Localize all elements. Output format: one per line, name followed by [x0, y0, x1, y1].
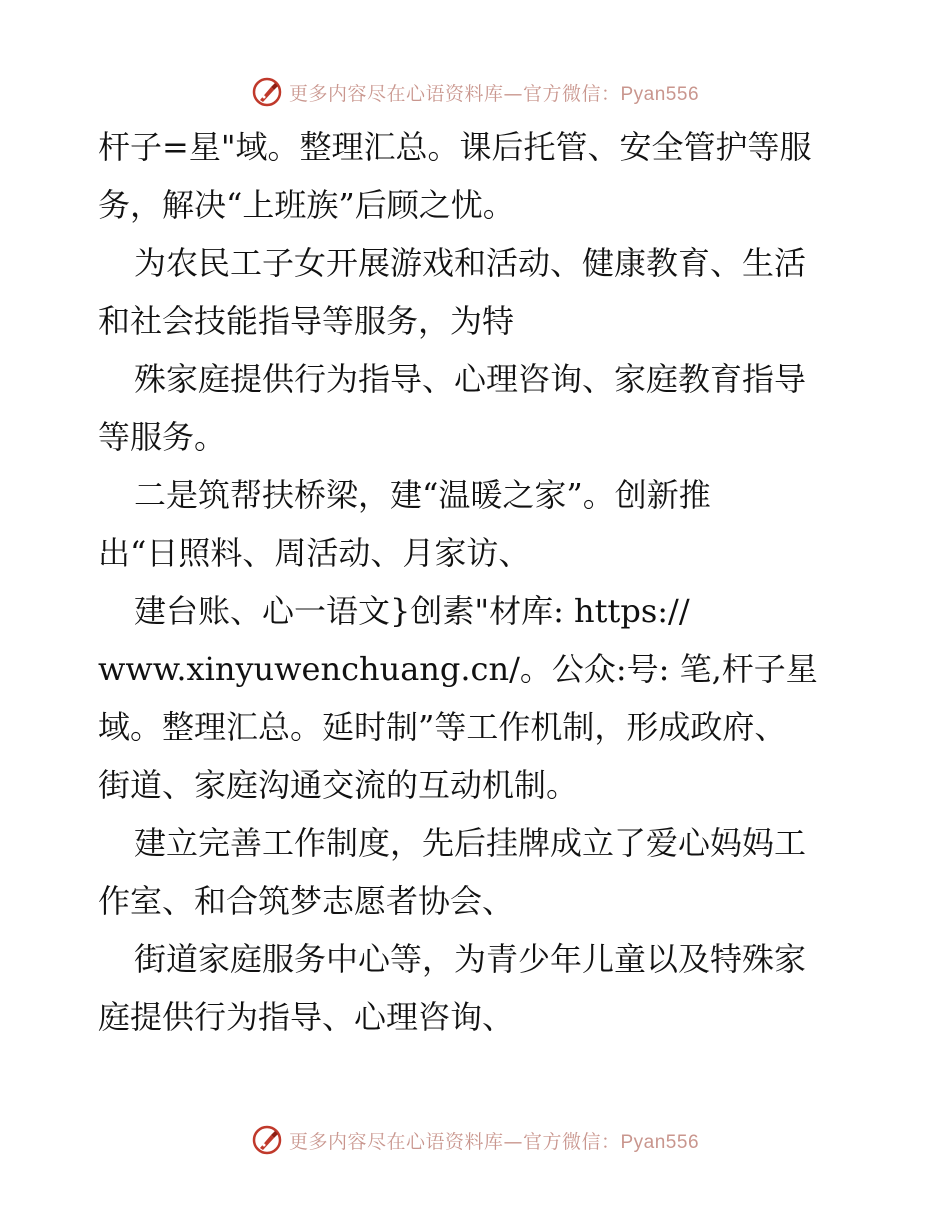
header-banner-text	[289, 79, 699, 106]
header-banner-inner	[251, 76, 699, 108]
footer-banner	[0, 1120, 950, 1160]
footer-banner-text	[289, 1127, 699, 1154]
text-line: 出“日照料、周活动、月家访、	[98, 534, 531, 572]
header-wechat-id: Pyan556	[620, 83, 700, 105]
text-line: 街道家庭服务中心等，为青少年儿童以及特殊家	[134, 940, 807, 978]
text-line: 殊家庭提供行为指导、心理咨询、家庭教育指导	[134, 360, 807, 398]
fountain-pen-logo-icon	[251, 1124, 283, 1156]
fountain-pen-logo-icon	[251, 76, 283, 108]
text-line: www.xinyuwenchuang.cn/。公众:号: 笔,杆子星	[98, 650, 818, 688]
text-line: 庭提供行为指导、心理咨询、	[98, 998, 515, 1036]
text-line: 等服务。	[98, 418, 227, 456]
text-line: 作室、和合筑梦志愿者协会、	[98, 882, 515, 920]
text-line: 务，解决“上班族”后顾之忧。	[98, 186, 515, 224]
footer-banner-inner	[251, 1124, 699, 1156]
footer-wechat-id: Pyan556	[620, 1131, 700, 1153]
document-body	[98, 118, 858, 1046]
text-line: 建台账、心一语文}创素"材库: https://	[134, 592, 690, 630]
header-banner	[0, 72, 950, 112]
text-line: 建立完善工作制度，先后挂牌成立了爱心妈妈工	[134, 824, 807, 862]
text-line: 二是筑帮扶桥梁，建“温暖之家”。创新推	[134, 476, 711, 514]
footer-banner-label: 更多内容尽在心语资料库—官方微信：	[288, 1130, 621, 1153]
text-line: 和社会技能指导等服务，为特	[98, 302, 515, 340]
header-banner-label: 更多内容尽在心语资料库—官方微信：	[288, 82, 621, 105]
text-line: 域。整理汇总。延时制”等工作机制，形成政府、	[98, 708, 787, 746]
text-line: 杆子=星"域。整理汇总。课后托管、安全管护等服	[98, 128, 812, 166]
text-line: 街道、家庭沟通交流的互动机制。	[98, 766, 579, 804]
text-line: 为农民工子女开展游戏和活动、健康教育、生活	[134, 244, 807, 282]
